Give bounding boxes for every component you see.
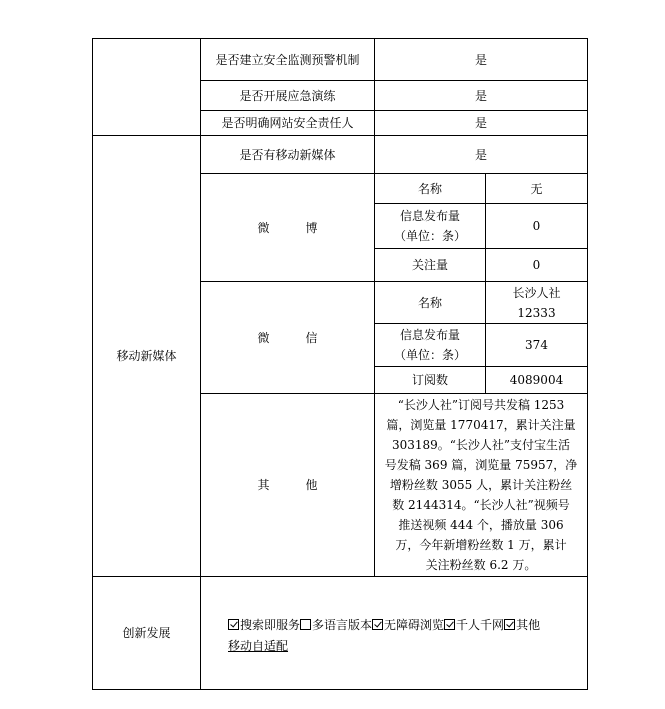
- drill-value: 是: [474, 88, 487, 103]
- warning-mechanism-label: 是否建立安全监测预警机制: [215, 52, 360, 67]
- innovation-section-label: 创新发展: [122, 626, 171, 640]
- option-personalized[interactable]: 千人千网: [444, 618, 504, 632]
- weibo-name-value: 无: [530, 181, 543, 196]
- other-option-text: 移动自适配: [228, 639, 289, 653]
- weibo-label: 微 博: [257, 220, 330, 235]
- government-website-report-table: [92, 38, 588, 690]
- has-mobile-value: 是: [474, 147, 487, 162]
- checkbox-unchecked-icon[interactable]: [300, 619, 311, 630]
- weibo-name-label: 名称: [417, 181, 442, 196]
- innovation-options: [228, 615, 584, 657]
- checkbox-checked-icon[interactable]: [228, 619, 239, 630]
- checkbox-checked-icon[interactable]: [444, 619, 455, 630]
- responsible-person-value: 是: [474, 116, 487, 130]
- option-accessibility[interactable]: 无障碍浏览: [372, 618, 444, 632]
- option-other[interactable]: 其他: [504, 618, 540, 632]
- warning-mechanism-value: 是: [474, 52, 487, 67]
- weibo-posts-label: 信息发布量 （单位：条）: [393, 209, 466, 243]
- weibo-followers-value: 0: [532, 258, 541, 272]
- checkbox-checked-icon[interactable]: [504, 619, 515, 630]
- checkbox-checked-icon[interactable]: [372, 619, 383, 630]
- responsible-person-label: 是否明确网站安全责任人: [221, 116, 354, 130]
- other-description: “长沙人社”订阅号共发稿 1253 篇，浏览量 1770417，累计关注量 303189。“长沙人社”支付宝生活 号发稿 369 篇，浏览量 75957，净 增粉丝数 3055 人，累计关注粉丝 数 2144314。“长沙人社”视频号 推送视频 444 个，播放量 306 万，今年新增粉丝数 1 万，累计 关注粉丝数 6.2 万。: [384, 398, 578, 572]
- option-search-as-service[interactable]: 搜索即服务: [228, 618, 300, 632]
- wechat-subs-label: 订阅数: [411, 373, 448, 387]
- wechat-name-value: 长沙人社 12333: [512, 285, 561, 320]
- wechat-name-label: 名称: [417, 295, 442, 310]
- has-mobile-label: 是否有移动新媒体: [239, 147, 336, 162]
- weibo-followers-label: 关注量: [411, 258, 448, 272]
- other-label: 其 他: [257, 478, 330, 492]
- weibo-posts-value: 0: [532, 219, 541, 233]
- wechat-label: 微 信: [257, 330, 330, 345]
- wechat-posts-value: 374: [525, 338, 548, 352]
- drill-label: 是否开展应急演练: [239, 88, 336, 103]
- wechat-subs-value: 4089004: [509, 373, 564, 387]
- mobile-section-label: 移动新媒体: [116, 349, 177, 363]
- wechat-posts-label: 信息发布量 （单位：条）: [393, 328, 466, 362]
- option-multilingual[interactable]: 多语言版本: [300, 618, 372, 632]
